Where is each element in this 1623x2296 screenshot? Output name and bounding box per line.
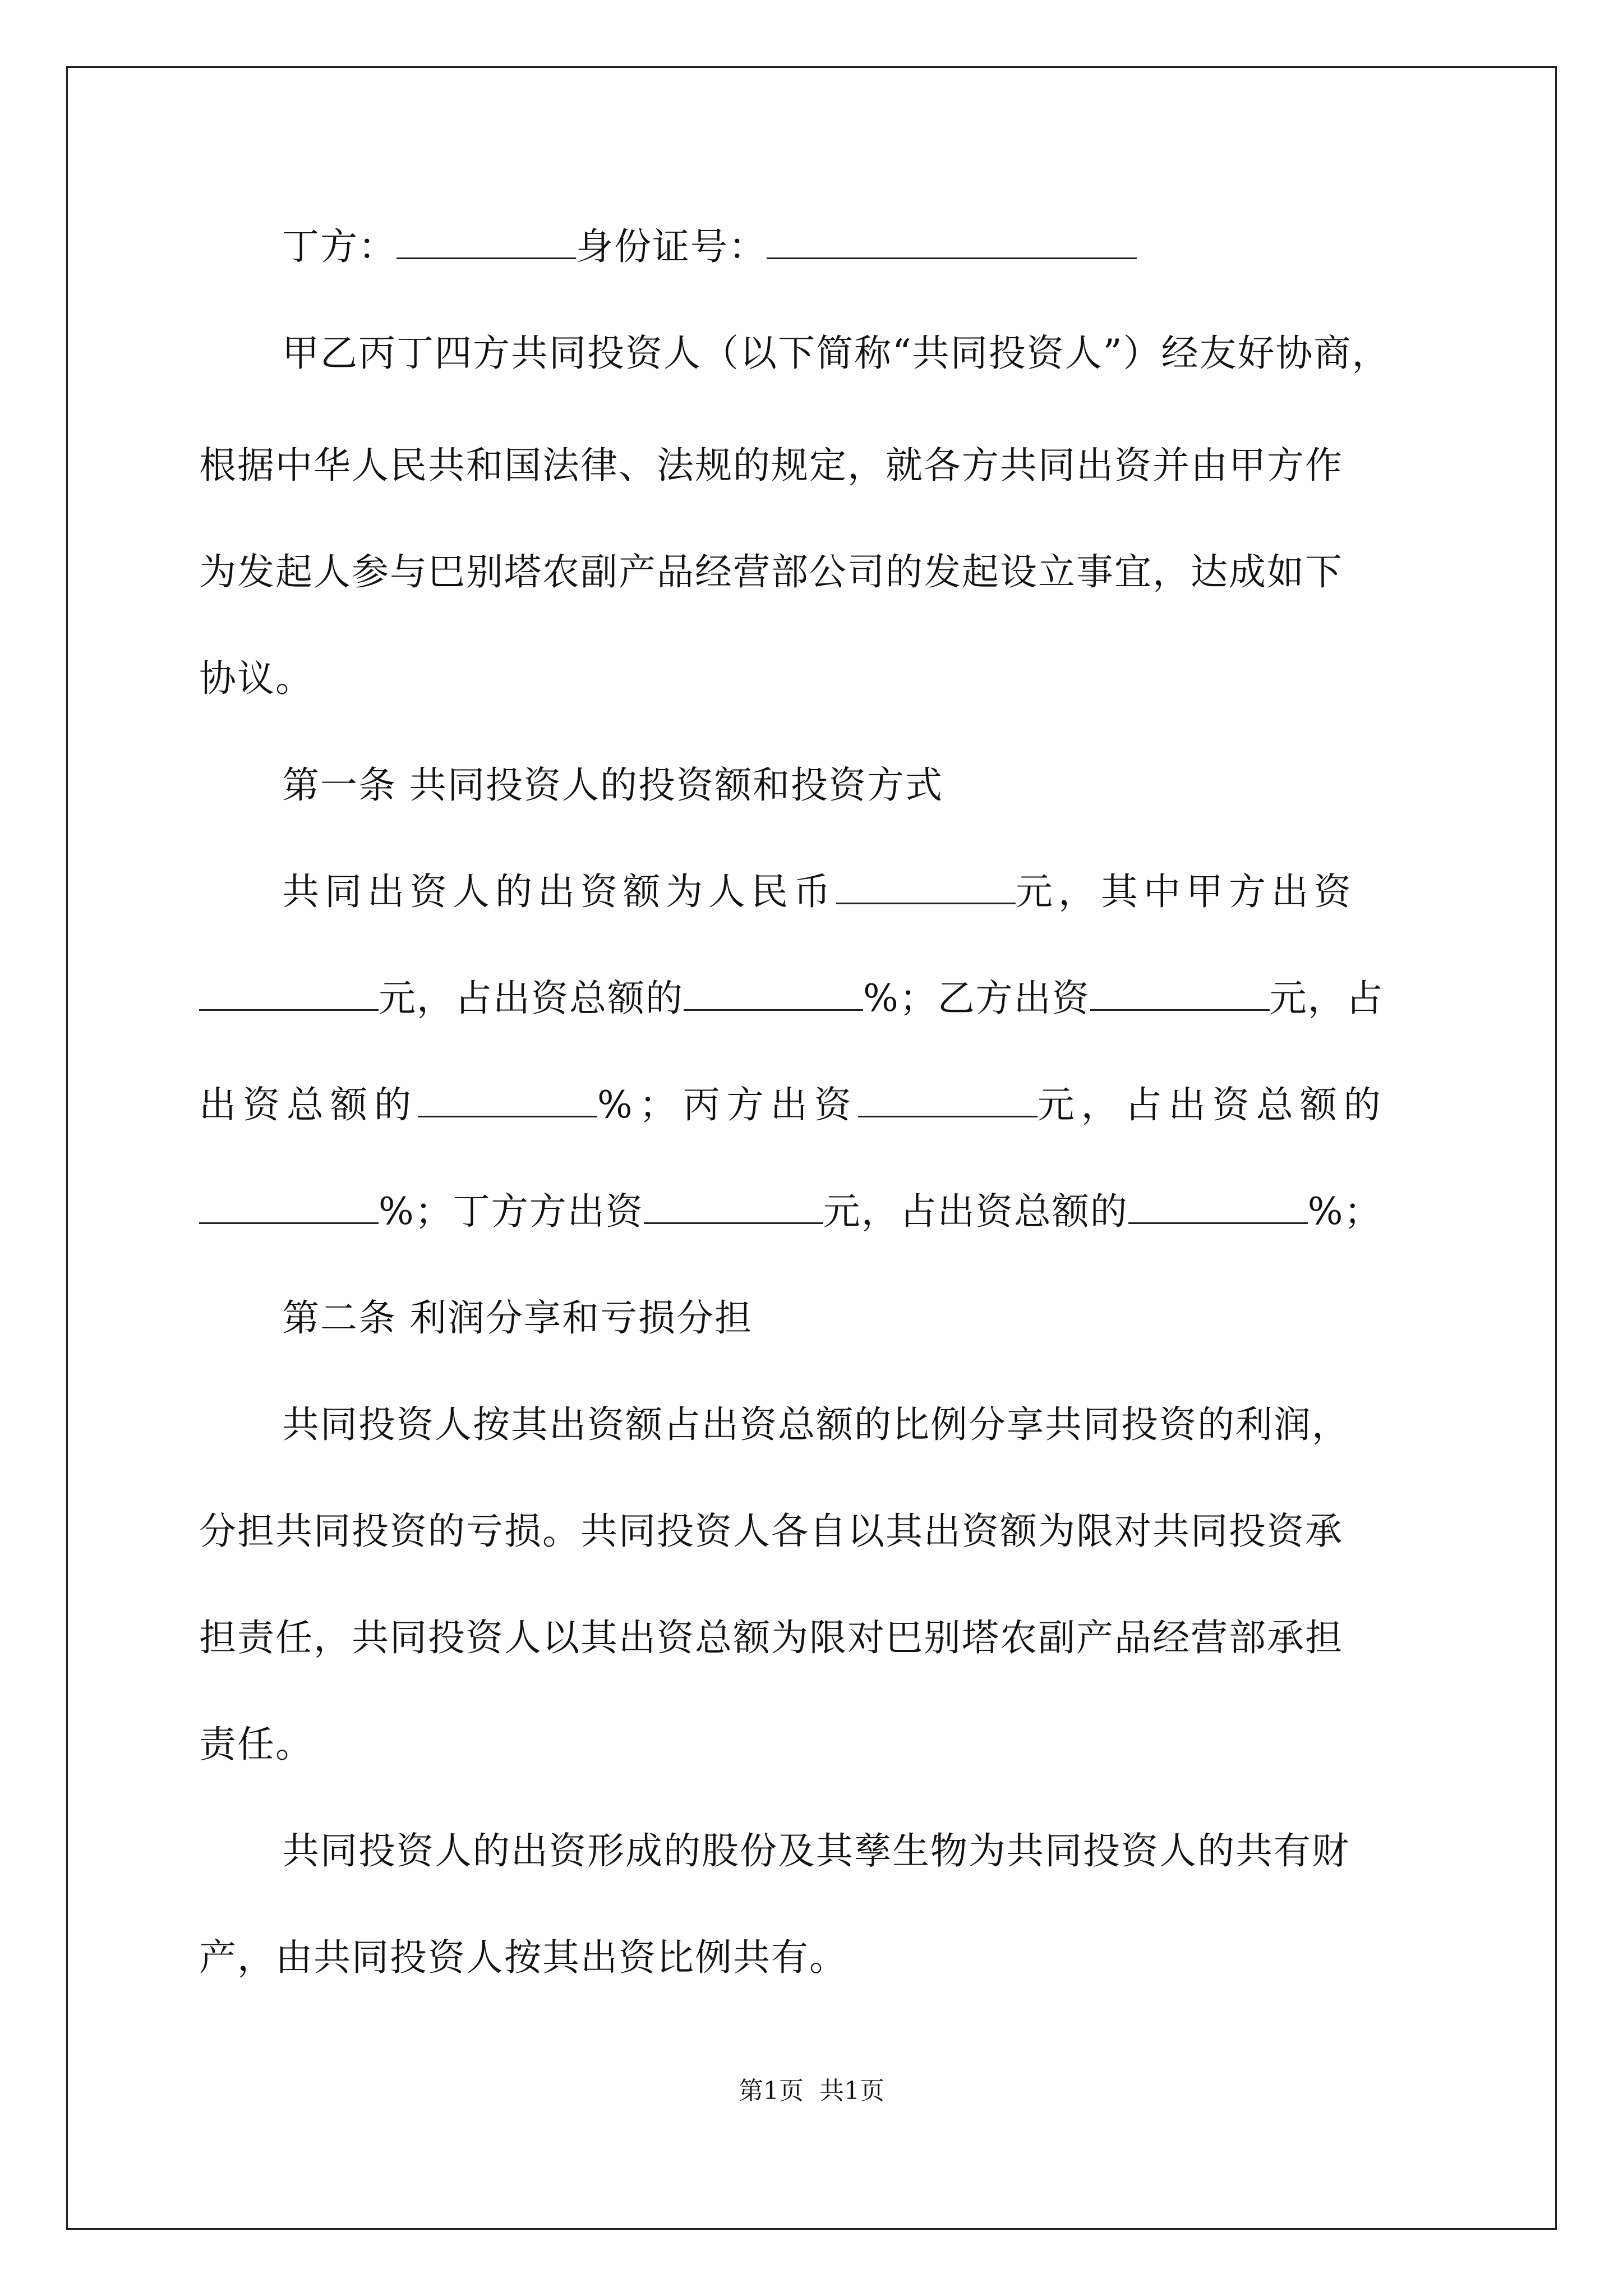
article-2-p1-line-4: 责任。 — [199, 1723, 313, 1766]
text-segment: %；丙方出资 — [597, 1083, 858, 1126]
text-segment: %；乙方出资 — [863, 977, 1090, 1020]
intro-line-3: 为发起人参与巴别塔农副产品经营部公司的发起设立事宜，达成如下 — [199, 550, 1343, 593]
party-d-id-label: 身份证号： — [576, 225, 767, 268]
text-segment: 元，占出资总额的 — [379, 977, 684, 1020]
article-2-p1-line-3: 担责任，共同投资人以其出资总额为限对巴别塔农副产品经营部承担 — [199, 1616, 1343, 1659]
text-segment: 出资总额的 — [199, 1083, 418, 1126]
party-a-amount-blank — [199, 977, 379, 1011]
party-d-name-blank — [396, 225, 576, 259]
page-total: 共1页 — [819, 2077, 884, 2105]
text-segment: 元，占出资总额的 — [1037, 1083, 1387, 1126]
article-2-p2-line-2: 产，由共同投资人按其出资比例共有。 — [199, 1936, 847, 1979]
article-2-p1-line-1: 共同投资人按其出资额占出资总额的比例分享共同投资的利润， — [282, 1403, 1350, 1446]
article-1-heading: 第一条 共同投资人的投资额和投资方式 — [282, 763, 943, 807]
page-number: 第1页 — [739, 2077, 804, 2105]
article-1-line-2 — [199, 976, 1384, 1021]
text-segment: %；丁方方出资 — [379, 1190, 644, 1233]
text-segment: 共同出资人的出资额为人民币 — [282, 870, 836, 913]
party-c-percent-blank — [199, 1190, 379, 1224]
party-d-amount-blank — [644, 1190, 823, 1224]
article-1-line-1 — [282, 869, 1357, 914]
page-border — [66, 66, 1557, 2230]
party-d-id-blank — [767, 225, 1137, 259]
total-amount-blank — [836, 870, 1016, 904]
intro-line-1: 甲乙丙丁四方共同投资人（以下简称“共同投资人”）经友好协商， — [282, 332, 1390, 375]
party-c-amount-blank — [858, 1083, 1038, 1117]
party-a-percent-blank — [684, 977, 863, 1011]
party-d-label: 丁方： — [282, 225, 396, 268]
party-d-line — [282, 224, 1137, 269]
article-2-p2-line-1: 共同投资人的出资形成的股份及其孳生物为共同投资人的共有财 — [282, 1829, 1350, 1872]
text-segment: 元，占 — [1269, 977, 1384, 1020]
article-1-line-3 — [199, 1083, 1387, 1128]
intro-line-2: 根据中华人民共和国法律、法规的规定，就各方共同出资并由甲方作 — [199, 444, 1343, 487]
text-segment: %； — [1307, 1190, 1382, 1233]
text-segment: 元，其中甲方出资 — [1016, 870, 1357, 913]
page-footer — [0, 2076, 1623, 2107]
party-b-amount-blank — [1090, 977, 1270, 1011]
intro-line-4: 协议。 — [199, 657, 313, 700]
text-segment: 元，占出资总额的 — [823, 1190, 1128, 1233]
party-b-percent-blank — [418, 1083, 597, 1117]
article-2-p1-line-2: 分担共同投资的亏损。共同投资人各自以其出资额为限对共同投资承 — [199, 1510, 1343, 1553]
article-2-heading: 第二条 利润分享和亏损分担 — [282, 1296, 753, 1340]
party-d-percent-blank — [1128, 1190, 1308, 1224]
article-1-line-4 — [199, 1189, 1382, 1234]
